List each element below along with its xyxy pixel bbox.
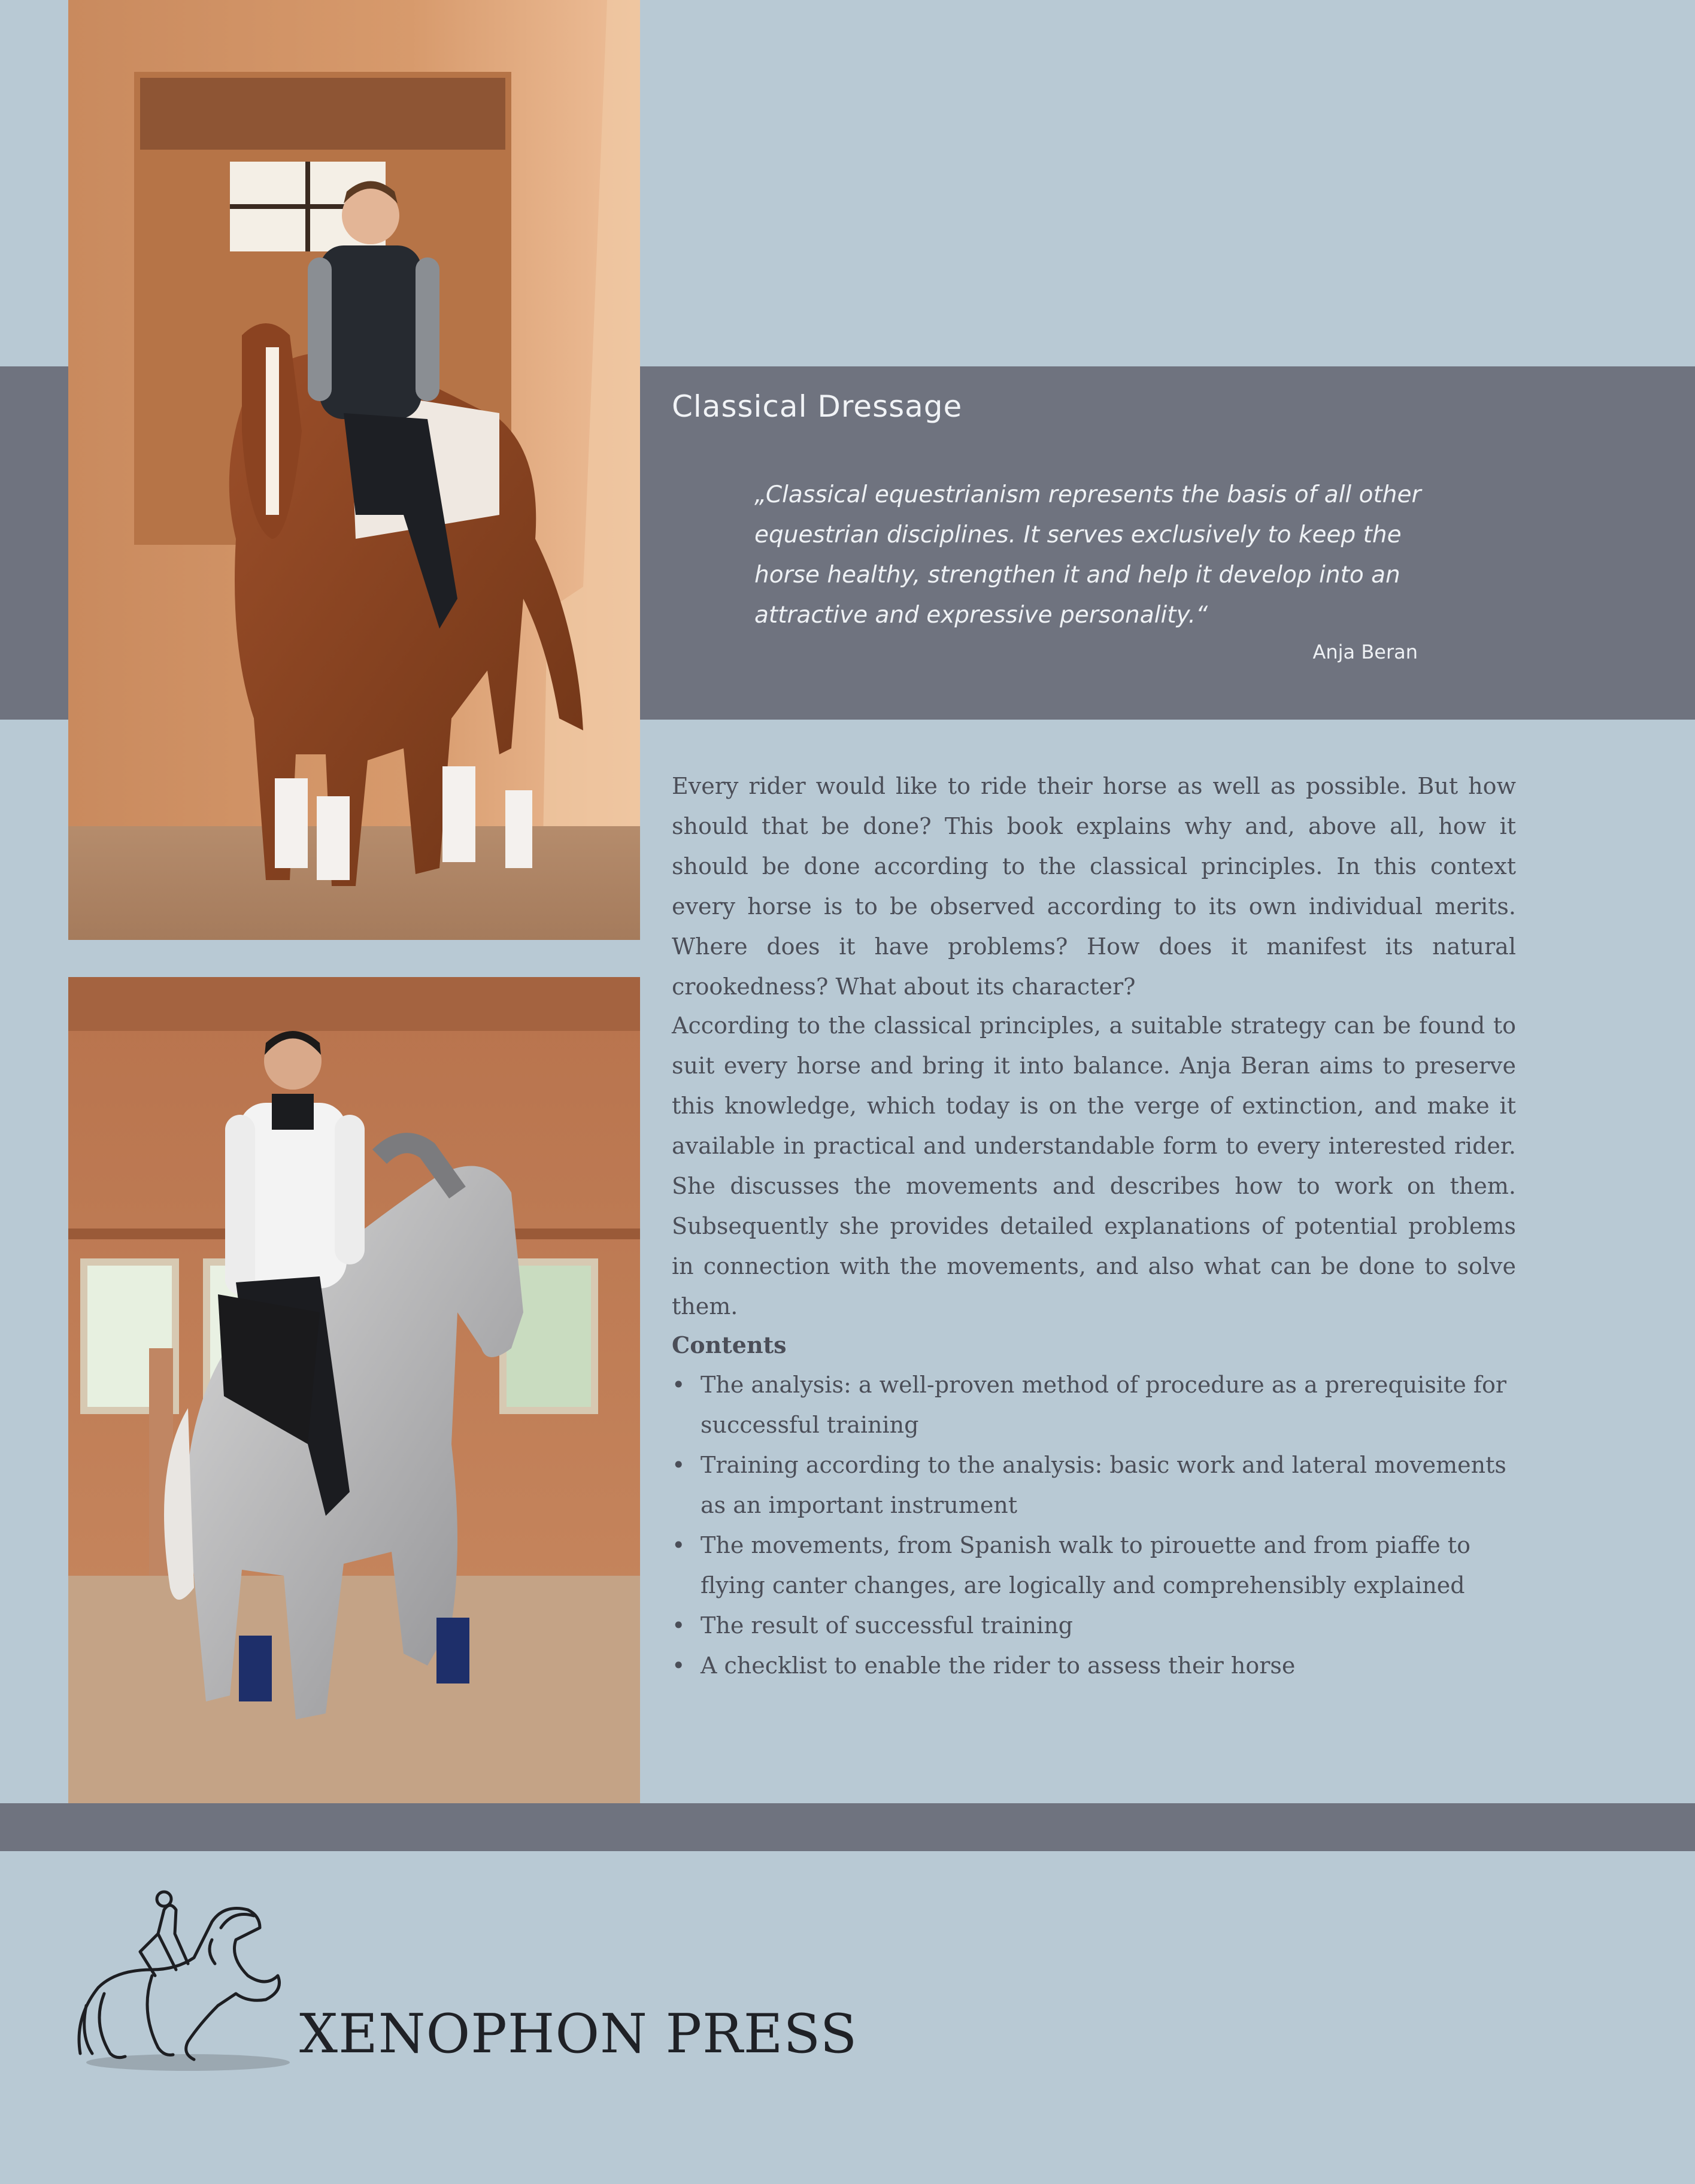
bullet-icon: • (672, 1372, 686, 1398)
list-item (672, 1445, 1516, 1525)
rider-on-rearing-horse-icon (68, 1886, 296, 2077)
contents-list (672, 1365, 1516, 1686)
bullet-icon: • (672, 1452, 686, 1478)
contents-heading: Contents (672, 1331, 787, 1358)
list-item (672, 1365, 1516, 1445)
section-title: Classical Dressage (672, 389, 963, 424)
list-item (672, 1606, 1516, 1646)
footer-band (0, 1803, 1695, 1851)
list-item (672, 1646, 1516, 1686)
list-item-text: Training according to the analysis: basic work and lateral movements as an important instrument (701, 1452, 1506, 1518)
body-paragraph-2: According to the classical principles, a suitable strategy can be found to suit every horse and bring it into balance. Anja Beran aims to preserve this knowledge, which today is on the verge of extinction, and make it available in practical and understandable form to every interested rider. She discusses the movements and describes how to work on them. Subsequently she provides detailed explanations of potential problems in connection with the movements, and also what can be done to solve them. (672, 1012, 1516, 1320)
bullet-icon: • (672, 1612, 686, 1639)
list-item-text: The movements, from Spanish walk to pirouette and from piaffe to flying canter changes, are logically and comprehensibly explained (701, 1532, 1470, 1598)
publisher-name: XENOPHON PRESS (299, 2003, 858, 2065)
bullet-icon: • (672, 1532, 686, 1558)
photo-chestnut-horse (68, 0, 640, 940)
list-item-text: The analysis: a well-proven method of procedure as a prerequisite for successful training (701, 1372, 1506, 1438)
list-item-text: The result of successful training (701, 1612, 1074, 1639)
list-item (672, 1525, 1516, 1606)
quote-author: Anja Beran (1312, 641, 1418, 663)
body-paragraph-1: Every rider would like to ride their horse as well as possible. But how should that be done? This book explains why and, above all, how it should be done according to the classical principles. In this context every horse is to be observed according to its own individual merits. Where does it have problems? How does it manifest its natural crookedness? What about its character? (672, 773, 1516, 1000)
quote-text: „Classical equestrianism represents the basis of all other equestrian disciplines. It serves exclusively to keep the horse healthy, strengthen it and help it develop into an attractive and expressive personality.“ (754, 481, 1421, 629)
list-item-text: A checklist to enable the rider to assess their horse (701, 1652, 1296, 1679)
photo-grey-horse (68, 977, 640, 1803)
bullet-icon: • (672, 1652, 686, 1679)
